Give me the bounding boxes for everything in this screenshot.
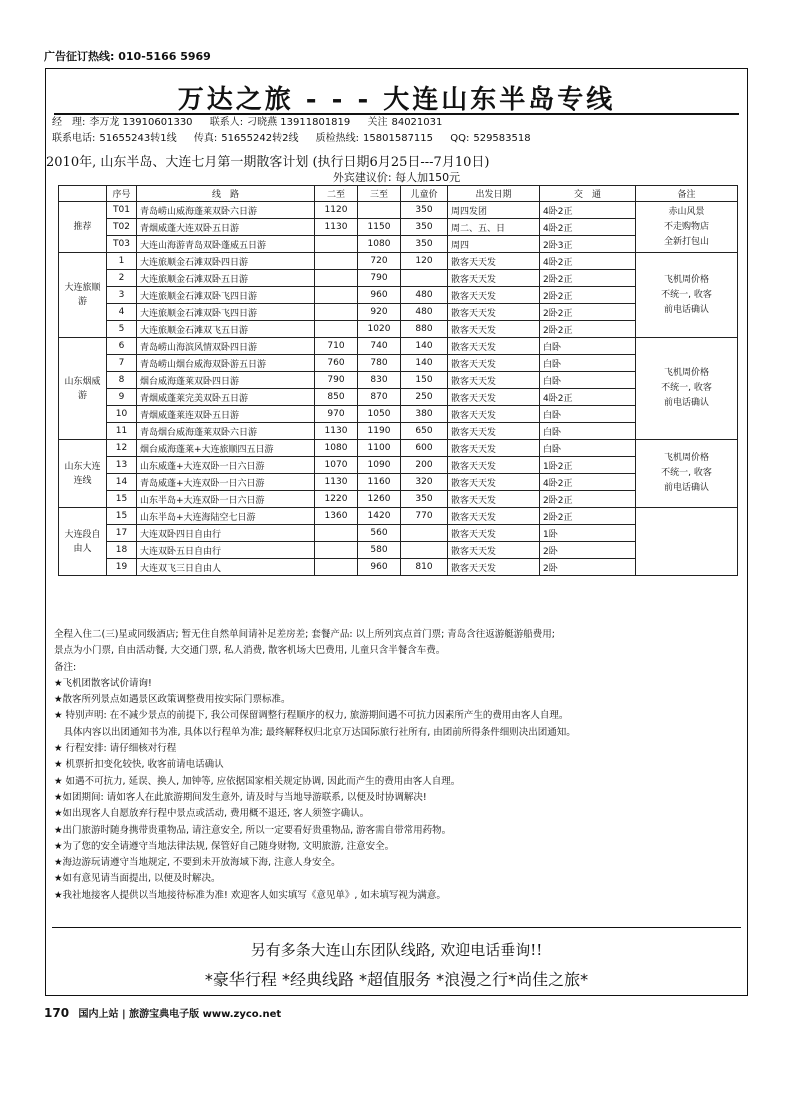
table-row (59, 253, 738, 270)
table-cell: 散客天天发 (448, 372, 540, 389)
table-cell: 1220 (315, 491, 358, 508)
table-cell: 18 (107, 542, 137, 559)
table-cell: 山东威蓬+大连双卧一日六日游 (137, 457, 315, 474)
table-cell: 780 (358, 355, 401, 372)
table-cell: 140 (401, 355, 448, 372)
ad-hotline: 广告征订热线: 010-5166 5969 (44, 50, 211, 63)
footer-text: 国内上站 | 旅游宝典电子版 www.zyco.net (78, 1009, 282, 1020)
table-cell: 青岛崂山海滨风情双卧四日游 (137, 338, 315, 355)
category-cell: 山东烟威游 (59, 338, 107, 440)
table-cell (315, 287, 358, 304)
table-cell: 830 (358, 372, 401, 389)
contact-person-label: 联系人: (209, 117, 244, 128)
remark-line: 前电话确认 (663, 398, 709, 408)
note-item: ★ 如遇不可抗力, 延误、换人, 加钟等, 应依据国家相关规定协调, 因此而产生的费用由客人自理。 (54, 775, 461, 787)
table-cell (315, 542, 358, 559)
table-cell: 散客天天发 (448, 321, 540, 338)
table-cell: 白卧 (540, 338, 636, 355)
table-cell: 140 (401, 338, 448, 355)
table-cell: 2卧3正 (540, 236, 636, 253)
table-cell: 散客天天发 (448, 525, 540, 542)
foreign-price-note: 外宾建议价: 每人加150元 (332, 171, 461, 184)
table-cell: 散客天天发 (448, 508, 540, 525)
table-cell: 15 (107, 508, 137, 525)
remark-cell (636, 508, 738, 576)
table-cell: 散客天天发 (448, 389, 540, 406)
remark-line: 不统一, 收客 (661, 289, 712, 300)
category-cell: 大连段自由人 (59, 508, 107, 576)
table-cell: 大连山海游青岛双卧蓬威五日游 (137, 236, 315, 253)
remark-line: 飞机周价格 (663, 274, 709, 285)
table-row (59, 508, 738, 525)
header-cell: 备注 (636, 186, 738, 202)
table-cell: 1160 (358, 474, 401, 491)
phone-label: 联系电话: (52, 133, 96, 144)
manager-label: 经 理: (52, 117, 86, 128)
table-cell: 350 (401, 202, 448, 219)
table-cell (358, 202, 401, 219)
note-item: ★为了您的安全请遵守当地法律法规, 保管好自己随身财物, 文明旅游, 注意安全。 (54, 840, 395, 852)
table-cell: 4卧2正 (540, 389, 636, 406)
table-cell: 大连旅顺金石滩双卧四日游 (137, 253, 315, 270)
table-cell: 散客天天发 (448, 406, 540, 423)
table-cell: 200 (401, 457, 448, 474)
header-cell: 线 路 (137, 186, 315, 202)
table-cell: 散客天天发 (448, 457, 540, 474)
table-cell: 720 (358, 253, 401, 270)
notes-list (54, 676, 739, 904)
header-cell: 序号 (107, 186, 137, 202)
table-cell (315, 270, 358, 287)
table-cell: 白卧 (540, 372, 636, 389)
table-cell: 970 (315, 406, 358, 423)
header-cell: 二至 (315, 186, 358, 202)
table-cell: 白卧 (540, 406, 636, 423)
remark-line: 不统一, 收客 (661, 383, 712, 393)
table-cell: 350 (401, 491, 448, 508)
table-cell: 320 (401, 474, 448, 491)
table-cell: 1 (107, 253, 137, 270)
note-item: ★ 机票折扣变化较快, 收客前请电话确认 (54, 759, 224, 771)
category-cell: 大连旅顺游 (59, 253, 107, 338)
table-cell: 白卧 (540, 423, 636, 440)
table-cell: 150 (401, 372, 448, 389)
table-cell: 1080 (358, 236, 401, 253)
table-cell: 770 (401, 508, 448, 525)
remark-cell (636, 440, 738, 508)
notes-section (54, 627, 739, 904)
table-cell: 散客天天发 (448, 253, 540, 270)
table-cell: 大连双卧五日自由行 (137, 542, 315, 559)
table-cell: 青岛威蓬+大连双卧一日六日游 (137, 474, 315, 491)
table-cell: 480 (401, 304, 448, 321)
table-cell: 350 (401, 219, 448, 236)
table-cell: 青岛崂山威海蓬莱双卧六日游 (137, 202, 315, 219)
table-cell: 480 (401, 287, 448, 304)
table-cell: 2卧2正 (540, 287, 636, 304)
table-cell: 散客天天发 (448, 338, 540, 355)
header-category (59, 186, 107, 202)
table-cell: 散客天天发 (448, 355, 540, 372)
table-cell: 760 (315, 355, 358, 372)
contact-person-value: 刁晓燕 13911801819 (247, 117, 351, 128)
table-cell: 2 (107, 270, 137, 287)
table-cell: 大连双飞三日自由人 (137, 559, 315, 576)
table-cell: 1360 (315, 508, 358, 525)
table-cell: 740 (358, 338, 401, 355)
remark-line: 不走购物店 (663, 221, 709, 232)
table-cell: 大连旅顺金石滩双卧五日游 (137, 270, 315, 287)
table-cell: 810 (401, 559, 448, 576)
table-cell: 6 (107, 338, 137, 355)
table-row (59, 202, 738, 219)
table-cell: 2卧2正 (540, 304, 636, 321)
table-cell: 1130 (315, 219, 358, 236)
table-cell: 散客天天发 (448, 440, 540, 457)
table-cell: 4卧2正 (540, 202, 636, 219)
table-cell: 烟台威海蓬莱双卧四日游 (137, 372, 315, 389)
header-cell: 三至 (358, 186, 401, 202)
note-item: ★如有意见请当面提出, 以便及时解决。 (54, 873, 221, 885)
promo-line-2: *豪华行程 *经典线路 *超值服务 *浪漫之行*尚佳之旅* (204, 970, 589, 989)
table-cell: 10 (107, 406, 137, 423)
table-cell: 大连旅顺金石滩双卧飞四日游 (137, 287, 315, 304)
note-item: ★飞机团散客试价请询! (54, 677, 152, 689)
table-cell: 790 (358, 270, 401, 287)
table-cell: 2卧2正 (540, 321, 636, 338)
note-item: ★出门旅游时随身携带贵重物品, 请注意安全, 所以一定要看好贵重物品, 游客需自带常用药物。 (54, 824, 452, 836)
table-cell: 2卧2正 (540, 491, 636, 508)
table-cell (401, 270, 448, 287)
table-cell: 青岛烟台威海蓬莱双卧六日游 (137, 423, 315, 440)
qq-value: 529583518 (473, 133, 531, 144)
table-cell: 19 (107, 559, 137, 576)
table-cell: 3 (107, 287, 137, 304)
table-cell: 120 (401, 253, 448, 270)
table-cell: 1190 (358, 423, 401, 440)
table-cell: 880 (401, 321, 448, 338)
table-cell (315, 236, 358, 253)
manager-value: 李万龙 13910601330 (89, 117, 193, 128)
table-cell: 1260 (358, 491, 401, 508)
table-cell: 山东半岛+大连海陆空七日游 (137, 508, 315, 525)
itinerary-body (59, 202, 738, 576)
table-cell: 4 (107, 304, 137, 321)
note-item: ★ 特别声明: 在不减少景点的前提下, 我公司保留调整行程顺序的权力, 旅游期间遇不可抗力因素所产生的费用由客人自理。 (54, 710, 569, 722)
table-cell: 9 (107, 389, 137, 406)
table-cell: 350 (401, 236, 448, 253)
table-cell: 白卧 (540, 440, 636, 457)
note-item: ★海边游玩请遵守当地规定, 不要到未开放海域下海, 注意人身安全。 (54, 857, 341, 869)
table-cell: 青烟威蓬大连双卧五日游 (137, 219, 315, 236)
remark-line: 前电话确认 (663, 304, 709, 315)
table-cell: 2卧 (540, 542, 636, 559)
table-cell: 1150 (358, 219, 401, 236)
table-cell (315, 321, 358, 338)
table-cell: 710 (315, 338, 358, 355)
table-cell: 散客天天发 (448, 542, 540, 559)
remark-line: 飞机周价格 (663, 368, 709, 378)
table-cell: 2卧2正 (540, 508, 636, 525)
extra-label: 关注 (367, 117, 388, 128)
note-item: ★如团期间: 请如客人在此旅游期间发生意外, 请及时与当地导游联系, 以便及时协调解决! (54, 791, 427, 803)
table-cell: 散客天天发 (448, 423, 540, 440)
itinerary-table (58, 185, 738, 576)
table-cell: 周四 (448, 236, 540, 253)
table-cell (401, 542, 448, 559)
table-cell: 17 (107, 525, 137, 542)
phone-value: 51655243转1线 (99, 133, 177, 144)
remark-line: 不统一, 收客 (661, 468, 712, 478)
page-title: 万达之旅 - - - 大连山东半岛专线 (177, 85, 616, 115)
note-item: ★如出现客人自愿放弃行程中景点或活动, 费用概不退还, 客人须签字确认。 (54, 808, 370, 820)
table-cell: 青烟威蓬莱完美双卧五日游 (137, 389, 315, 406)
table-cell (315, 525, 358, 542)
table-cell: 14 (107, 474, 137, 491)
table-cell: 1100 (358, 440, 401, 457)
note-item: ★散客所列景点如遇景区政策调整费用按实际门票标准。 (54, 694, 291, 706)
extra-value: 84021031 (391, 117, 443, 128)
header-cell: 儿童价 (401, 186, 448, 202)
table-cell: 1050 (358, 406, 401, 423)
table-cell: 1130 (315, 423, 358, 440)
table-cell: 560 (358, 525, 401, 542)
table-cell: 山东半岛+大连双卧一日六日游 (137, 491, 315, 508)
remark-cell (636, 338, 738, 440)
table-cell: 790 (315, 372, 358, 389)
remark-cell (636, 253, 738, 338)
table-cell: 1420 (358, 508, 401, 525)
category-cell: 山东大连连线 (59, 440, 107, 508)
table-cell (315, 253, 358, 270)
table-header-row (59, 186, 738, 202)
table-cell: 15 (107, 491, 137, 508)
note-item: 具体内容以出团通知书为准, 具体以行程单为准; 最终解释权归北京万达国际旅行社所有, 由团前所得条件细则决出团通知。 (54, 726, 576, 738)
header-cell: 出发日期 (448, 186, 540, 202)
note-item: ★ 行程安排: 请仔细核对行程 (54, 743, 177, 755)
table-cell: 1020 (358, 321, 401, 338)
promo-line-1: 另有多条大连山东团队线路, 欢迎电话垂询!! (250, 941, 543, 959)
table-cell: 4卧2正 (540, 253, 636, 270)
table-cell: 7 (107, 355, 137, 372)
table-cell: 散客天天发 (448, 287, 540, 304)
table-cell: 380 (401, 406, 448, 423)
table-cell: 散客天天发 (448, 304, 540, 321)
table-cell: 12 (107, 440, 137, 457)
table-cell: 周四发团 (448, 202, 540, 219)
contact-block (52, 115, 741, 147)
table-cell: 250 (401, 389, 448, 406)
table-cell (315, 304, 358, 321)
table-cell: 青岛崂山烟台威海双卧游五日游 (137, 355, 315, 372)
table-cell: 大连旅顺金石滩双飞五日游 (137, 321, 315, 338)
quality-hotline-label: 质检热线: (315, 133, 360, 144)
qq-label: QQ: (450, 133, 470, 144)
table-cell: 烟台威海蓬莱+大连旅顺四五日游 (137, 440, 315, 457)
table-row (59, 440, 738, 457)
table-cell: 650 (401, 423, 448, 440)
itinerary-page-frame (45, 68, 748, 996)
table-cell: 4卧2正 (540, 474, 636, 491)
table-cell (401, 525, 448, 542)
page-number: 170 (44, 1006, 70, 1020)
table-cell: 580 (358, 542, 401, 559)
table-cell: 870 (358, 389, 401, 406)
table-cell: 2卧 (540, 559, 636, 576)
fax-label: 传真: (193, 133, 218, 144)
table-cell: 4卧2正 (540, 219, 636, 236)
table-cell: 1130 (315, 474, 358, 491)
table-cell: 1070 (315, 457, 358, 474)
table-cell: T01 (107, 202, 137, 219)
quality-hotline-value: 15801587115 (363, 133, 434, 144)
notes-intro-1: 全程入住二(三)星或同级酒店; 暂无住自然单间请补足差房差; 套餐产品: 以上所列宾点首门票; 青岛含往返游艇游船费用; (54, 629, 555, 640)
table-cell: 11 (107, 423, 137, 440)
table-cell: 960 (358, 559, 401, 576)
table-cell: 920 (358, 304, 401, 321)
table-cell: 1卧2正 (540, 457, 636, 474)
promo-divider (52, 927, 741, 929)
table-cell: 2卧2正 (540, 270, 636, 287)
table-cell: T02 (107, 219, 137, 236)
table-cell: 1卧 (540, 525, 636, 542)
table-cell: 散客天天发 (448, 474, 540, 491)
contact-row-1 (52, 115, 741, 131)
table-cell: 1090 (358, 457, 401, 474)
table-cell: 960 (358, 287, 401, 304)
remark-cell (636, 202, 738, 253)
remark-line: 赤山风景 (668, 206, 705, 217)
contact-row-2 (52, 131, 741, 147)
table-cell: 600 (401, 440, 448, 457)
page-footer (44, 1005, 281, 1020)
table-cell: 1080 (315, 440, 358, 457)
table-cell: 8 (107, 372, 137, 389)
table-cell (315, 559, 358, 576)
table-cell: 白卧 (540, 355, 636, 372)
category-cell: 推荐 (59, 202, 107, 253)
table-cell: 散客天天发 (448, 270, 540, 287)
fax-value: 51655242转2线 (221, 133, 299, 144)
table-cell: 850 (315, 389, 358, 406)
note-item: ★我社地接客人提供以当地接待标准为准! 欢迎客人如实填写《意见单》, 如未填写视为满意。 (54, 889, 446, 901)
remark-line: 前电话确认 (663, 483, 709, 493)
table-cell: 13 (107, 457, 137, 474)
table-cell: 周二、五、日 (448, 219, 540, 236)
table-cell: 大连双卧四日自由行 (137, 525, 315, 542)
table-cell: 1120 (315, 202, 358, 219)
table-cell: 散客天天发 (448, 491, 540, 508)
table-cell: 5 (107, 321, 137, 338)
remark-line: 全新打包山 (663, 236, 709, 247)
table-cell: 大连旅顺金石滩双卧飞四日游 (137, 304, 315, 321)
table-cell: 青烟威蓬莱连双卧五日游 (137, 406, 315, 423)
plan-title: 2010年, 山东半岛、大连七月第一期散客计划 (执行日期6月25日---7月10日) (46, 155, 490, 170)
table-cell: 散客天天发 (448, 559, 540, 576)
notes-label: 备注: (54, 661, 77, 673)
notes-intro-2: 景点为小门票, 自由活动餐, 大交通门票, 私人消费, 散客机场大巴费用, 儿童只含半餐含车费。 (54, 645, 446, 657)
remark-line: 飞机周价格 (663, 453, 709, 463)
table-row (59, 338, 738, 355)
table-cell: T03 (107, 236, 137, 253)
header-cell: 交 通 (540, 186, 636, 202)
